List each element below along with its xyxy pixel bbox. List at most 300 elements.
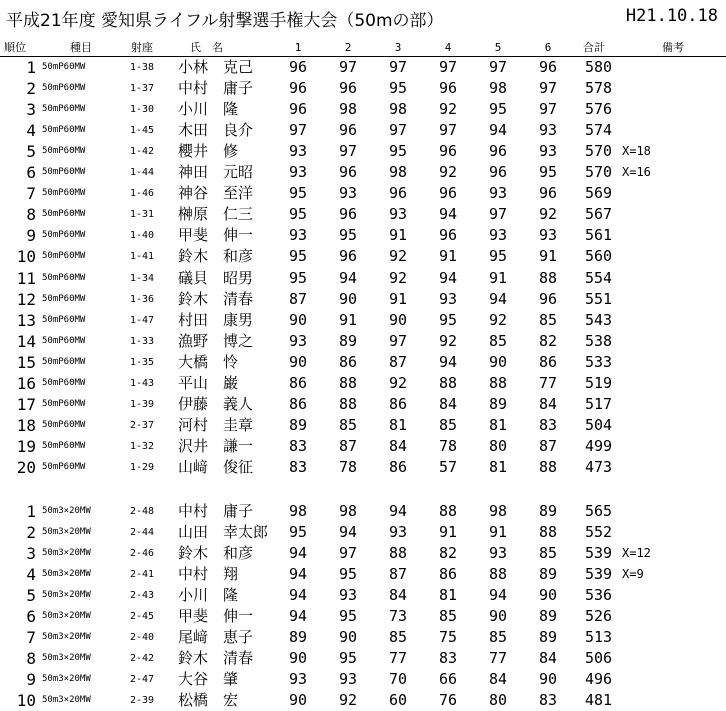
series-1-cell: 89 [288,415,308,434]
series-4-cell: 96 [438,79,458,98]
series-2-cell: 96 [338,79,358,98]
event-cell: 50mP60MW [42,398,86,409]
table-row [0,543,726,564]
col-series-1-header: 1 [294,41,302,54]
series-6-cell: 89 [538,502,558,520]
lane-cell: 1-31 [130,209,155,221]
lane-cell: 2-42 [130,653,155,665]
lane-cell: 1-45 [130,125,155,137]
event-cell: 50m3×20MW [42,506,91,516]
col-total-header: 合計 [583,41,605,54]
series-2-cell: 95 [338,607,358,626]
series-6-cell: 90 [538,670,558,689]
series-6-cell: 84 [538,394,558,413]
series-3-cell: 93 [388,523,408,542]
total-cell: 561 [585,226,613,245]
remarks-cell: X=16 [622,165,651,180]
series-2-cell: 93 [338,184,358,203]
rank-cell: 15 [16,352,36,372]
event-cell: 50mP60MW [42,125,86,136]
series-4-cell: 84 [438,394,458,413]
col-series-3-header: 3 [394,41,402,54]
series-1-cell: 94 [288,565,308,584]
series-5-cell: 89 [488,394,508,413]
table-row [0,436,726,457]
series-3-cell: 94 [388,502,408,520]
total-cell: 543 [585,310,613,329]
table-row [0,289,726,310]
series-2-cell: 97 [338,544,358,563]
series-3-cell: 98 [388,163,408,182]
table-row [0,648,726,669]
table-row [0,522,726,543]
series-4-cell: 94 [438,352,458,371]
series-3-cell: 86 [388,457,408,476]
series-6-cell: 89 [538,607,558,626]
table-row [0,310,726,331]
rank-cell: 17 [16,394,36,414]
series-6-cell: 87 [538,436,558,455]
rank-cell: 11 [16,268,36,288]
total-cell: 539 [585,544,613,563]
series-5-cell: 91 [488,523,508,542]
lane-cell: 1-38 [130,62,155,73]
series-2-cell: 85 [338,415,358,434]
total-cell: 533 [585,352,613,371]
event-cell: 50mP60MW [42,314,86,325]
series-2-cell: 90 [338,628,358,647]
series-2-cell: 94 [338,268,358,287]
total-cell: 554 [585,268,613,287]
rank-cell: 13 [16,310,36,330]
series-2-cell: 78 [338,457,358,476]
series-2-cell: 87 [338,436,358,455]
series-4-cell: 92 [438,331,458,350]
series-5-cell: 93 [488,544,508,563]
name-cell: 小川 隆 [178,100,239,119]
series-5-cell: 81 [488,415,508,434]
series-4-cell: 85 [438,607,458,626]
series-6-cell: 93 [538,142,558,161]
series-1-cell: 95 [288,523,308,542]
series-2-cell: 88 [338,373,358,392]
remarks-cell: X=18 [622,144,651,159]
series-3-cell: 87 [388,565,408,584]
series-6-cell: 90 [538,586,558,605]
series-5-cell: 97 [488,58,508,76]
series-1-cell: 89 [288,628,308,647]
total-cell: 538 [585,331,613,350]
series-1-cell: 95 [288,184,308,203]
lane-cell: 2-47 [130,674,155,686]
series-3-cell: 60 [388,691,408,710]
series-5-cell: 81 [488,457,508,476]
total-cell: 580 [585,58,613,76]
lane-cell: 1-30 [130,104,155,116]
table-row [0,457,726,478]
lane-cell: 2-39 [130,695,155,707]
name-cell: 大谷 肇 [178,670,239,689]
series-5-cell: 90 [488,352,508,371]
series-1-cell: 96 [288,79,308,98]
table-row [0,99,726,120]
series-4-cell: 91 [438,523,458,542]
series-3-cell: 92 [388,247,408,266]
lane-cell: 2-41 [130,569,155,581]
series-4-cell: 85 [438,415,458,434]
lane-cell: 2-37 [130,419,155,431]
series-4-cell: 92 [438,100,458,119]
total-cell: 499 [585,436,613,455]
total-cell: 570 [585,163,613,182]
lane-cell: 1-33 [130,335,155,347]
event-cell: 50mP60MW [42,167,86,178]
series-4-cell: 86 [438,565,458,584]
lane-cell: 2-44 [130,527,155,539]
event-cell: 50m3×20MW [42,548,91,559]
lane-cell: 2-43 [130,590,155,602]
series-5-cell: 98 [488,79,508,98]
table-row [0,162,726,183]
name-cell: 鈴木 和彦 [178,544,254,563]
series-3-cell: 70 [388,670,408,689]
series-2-cell: 97 [338,58,358,76]
series-3-cell: 86 [388,394,408,413]
series-1-cell: 93 [288,670,308,689]
total-cell: 574 [585,121,613,140]
event-cell: 50m3×20MW [42,611,91,622]
series-1-cell: 83 [288,457,308,476]
series-2-cell: 96 [338,247,358,266]
series-3-cell: 77 [388,649,408,668]
document-date: H21.10.18 [625,6,718,26]
table-row [0,204,726,225]
series-5-cell: 93 [488,184,508,203]
series-2-cell: 96 [338,205,358,224]
series-4-cell: 97 [438,121,458,140]
remarks-cell: X=12 [622,546,651,561]
series-1-cell: 95 [288,268,308,287]
table-row [0,225,726,246]
table-row [0,268,726,289]
name-cell: 平山 巌 [178,373,239,392]
rank-cell: 16 [16,373,36,393]
series-6-cell: 83 [538,691,558,710]
series-4-cell: 88 [438,373,458,392]
series-2-cell: 95 [338,565,358,584]
series-3-cell: 90 [388,310,408,329]
name-cell: 山田 幸太郎 [178,523,269,542]
rank-cell: 14 [16,331,36,351]
event-cell: 50mP60MW [42,461,86,472]
name-cell: 漁野 博之 [178,331,254,350]
series-2-cell: 96 [338,121,358,140]
name-cell: 鈴木 和彦 [178,247,254,266]
table-row [0,120,726,141]
series-4-cell: 66 [438,670,458,689]
rank-cell: 20 [16,457,36,477]
event-cell: 50m3×20MW [42,569,91,580]
total-cell: 576 [585,100,613,119]
series-6-cell: 85 [538,544,558,563]
name-cell: 伊藤 義人 [178,394,254,413]
series-5-cell: 85 [488,628,508,647]
event-cell: 50mP60MW [42,251,86,262]
series-5-cell: 80 [488,691,508,710]
series-4-cell: 92 [438,163,458,182]
lane-cell: 1-29 [130,461,155,473]
rank-cell: 7 [26,184,36,204]
total-cell: 519 [585,373,613,392]
table-row [0,627,726,648]
col-series-4-header: 4 [444,41,452,54]
series-6-cell: 92 [538,205,558,224]
total-cell: 481 [585,691,613,710]
series-6-cell: 83 [538,415,558,434]
name-cell: 山﨑 俊征 [178,457,254,476]
name-cell: 河村 圭章 [178,415,254,434]
col-remarks-header: 備考 [662,41,684,54]
series-4-cell: 91 [438,247,458,266]
series-6-cell: 89 [538,628,558,647]
event-cell: 50mP60MW [42,209,86,220]
remarks-cell: X=9 [622,567,644,582]
series-6-cell: 77 [538,373,558,392]
series-3-cell: 97 [388,121,408,140]
series-1-cell: 94 [288,544,308,563]
series-1-cell: 90 [288,310,308,329]
name-cell: 沢井 謙一 [178,436,254,455]
series-6-cell: 86 [538,352,558,371]
event-cell: 50mP60MW [42,272,86,283]
event-cell: 50mP60MW [42,62,86,72]
rank-cell: 5 [26,586,36,606]
series-5-cell: 93 [488,226,508,245]
series-6-cell: 97 [538,100,558,119]
total-cell: 569 [585,184,613,203]
event-cell: 50mP60MW [42,335,86,346]
series-1-cell: 98 [288,502,308,520]
total-cell: 517 [585,394,613,413]
total-cell: 539 [585,565,613,584]
table-row [0,78,726,99]
series-5-cell: 91 [488,268,508,287]
event-cell: 50m3×20MW [42,632,91,643]
total-cell: 560 [585,247,613,266]
series-4-cell: 75 [438,628,458,647]
table-row [0,669,726,690]
lane-cell: 1-35 [130,356,155,368]
name-cell: 鈴木 清春 [178,289,254,308]
series-4-cell: 57 [438,457,458,476]
series-5-cell: 98 [488,502,508,520]
series-4-cell: 82 [438,544,458,563]
total-cell: 565 [585,502,613,520]
lane-cell: 1-40 [130,230,155,242]
total-cell: 578 [585,79,613,98]
series-1-cell: 97 [288,121,308,140]
series-4-cell: 96 [438,226,458,245]
rank-cell: 10 [16,691,36,711]
series-3-cell: 91 [388,226,408,245]
col-series-5-header: 5 [494,41,502,54]
series-4-cell: 76 [438,691,458,710]
lane-cell: 1-44 [130,167,155,179]
rank-cell: 4 [26,121,36,141]
column-header-row [0,40,726,56]
series-1-cell: 94 [288,586,308,605]
table-row [0,690,726,711]
series-3-cell: 85 [388,628,408,647]
series-2-cell: 93 [338,586,358,605]
rank-cell: 12 [16,289,36,309]
rank-cell: 1 [26,502,36,521]
col-series-6-header: 6 [544,41,552,54]
series-3-cell: 88 [388,544,408,563]
name-cell: 神田 元昭 [178,163,254,182]
series-5-cell: 97 [488,205,508,224]
rank-cell: 10 [16,247,36,267]
name-cell: 大橋 怜 [178,352,239,371]
series-3-cell: 73 [388,607,408,626]
series-1-cell: 96 [288,58,308,76]
series-2-cell: 90 [338,289,358,308]
name-cell: 中村 庸子 [178,79,254,98]
table-row [0,57,726,78]
lane-cell: 1-42 [130,146,155,158]
event-cell: 50m3×20MW [42,695,91,706]
series-2-cell: 86 [338,352,358,371]
table-row [0,141,726,162]
lane-cell: 1-43 [130,377,155,389]
series-5-cell: 95 [488,100,508,119]
name-cell: 櫻井 修 [178,142,239,161]
series-3-cell: 87 [388,352,408,371]
table-row [0,183,726,204]
series-6-cell: 96 [538,289,558,308]
lane-cell: 1-47 [130,314,155,326]
series-6-cell: 93 [538,121,558,140]
series-6-cell: 88 [538,268,558,287]
series-5-cell: 88 [488,565,508,584]
col-name-header: 氏 名 [190,41,223,54]
total-cell: 506 [585,649,613,668]
series-5-cell: 94 [488,121,508,140]
series-4-cell: 78 [438,436,458,455]
series-2-cell: 95 [338,649,358,668]
rank-cell: 9 [26,226,36,246]
table-row [0,394,726,415]
total-cell: 567 [585,205,613,224]
event-cell: 50m3×20MW [42,653,91,664]
document-title: 平成21年度 愛知県ライフル射撃選手権大会（50mの部） [6,11,444,31]
total-cell: 473 [585,457,613,476]
series-3-cell: 95 [388,142,408,161]
total-cell: 513 [585,628,613,647]
total-cell: 536 [585,586,613,605]
series-1-cell: 95 [288,205,308,224]
event-cell: 50mP60MW [42,104,86,115]
table-row [0,501,726,522]
series-3-cell: 96 [388,184,408,203]
series-2-cell: 91 [338,310,358,329]
event-cell: 50mP60MW [42,188,86,199]
event-cell: 50mP60MW [42,440,86,451]
rank-cell: 2 [26,79,36,99]
series-4-cell: 97 [438,58,458,76]
event-cell: 50mP60MW [42,356,86,367]
name-cell: 木田 良介 [178,121,254,140]
event-cell: 50mP60MW [42,83,86,94]
series-4-cell: 96 [438,142,458,161]
series-6-cell: 96 [538,58,558,76]
series-6-cell: 84 [538,649,558,668]
event-cell: 50mP60MW [42,293,86,304]
series-3-cell: 92 [388,268,408,287]
rank-cell: 18 [16,415,36,435]
lane-cell: 1-41 [130,251,155,263]
series-2-cell: 95 [338,226,358,245]
series-4-cell: 81 [438,586,458,605]
series-5-cell: 84 [488,670,508,689]
event-cell: 50mP60MW [42,230,86,241]
series-1-cell: 93 [288,331,308,350]
rank-cell: 19 [16,436,36,456]
series-1-cell: 95 [288,247,308,266]
name-cell: 榊原 仁三 [178,205,254,224]
series-4-cell: 88 [438,502,458,520]
series-2-cell: 94 [338,523,358,542]
lane-cell: 1-34 [130,272,155,284]
name-cell: 松橋 宏 [178,691,239,710]
rank-cell: 6 [26,607,36,627]
series-6-cell: 91 [538,247,558,266]
series-3-cell: 95 [388,79,408,98]
rank-cell: 1 [26,58,36,77]
series-1-cell: 90 [288,649,308,668]
event-cell: 50m3×20MW [42,527,91,538]
series-3-cell: 81 [388,415,408,434]
series-4-cell: 93 [438,289,458,308]
series-3-cell: 97 [388,331,408,350]
series-2-cell: 98 [338,502,358,520]
table-row [0,352,726,373]
lane-cell: 2-46 [130,548,155,560]
series-6-cell: 88 [538,457,558,476]
event-cell: 50mP60MW [42,419,86,430]
series-1-cell: 90 [288,352,308,371]
table-row [0,606,726,627]
total-cell: 504 [585,415,613,434]
total-cell: 496 [585,670,613,689]
table-row [0,373,726,394]
table-row [0,246,726,267]
name-cell: 神谷 至洋 [178,184,254,203]
series-4-cell: 94 [438,268,458,287]
series-2-cell: 97 [338,142,358,161]
series-6-cell: 89 [538,565,558,584]
lane-cell: 1-39 [130,398,155,410]
series-1-cell: 86 [288,373,308,392]
lane-cell: 2-48 [130,506,155,517]
rank-cell: 4 [26,565,36,585]
lane-cell: 1-36 [130,293,155,305]
series-3-cell: 93 [388,205,408,224]
series-6-cell: 88 [538,523,558,542]
rank-cell: 8 [26,649,36,669]
name-cell: 小林 克己 [178,58,254,76]
name-cell: 礒貝 昭男 [178,268,254,287]
